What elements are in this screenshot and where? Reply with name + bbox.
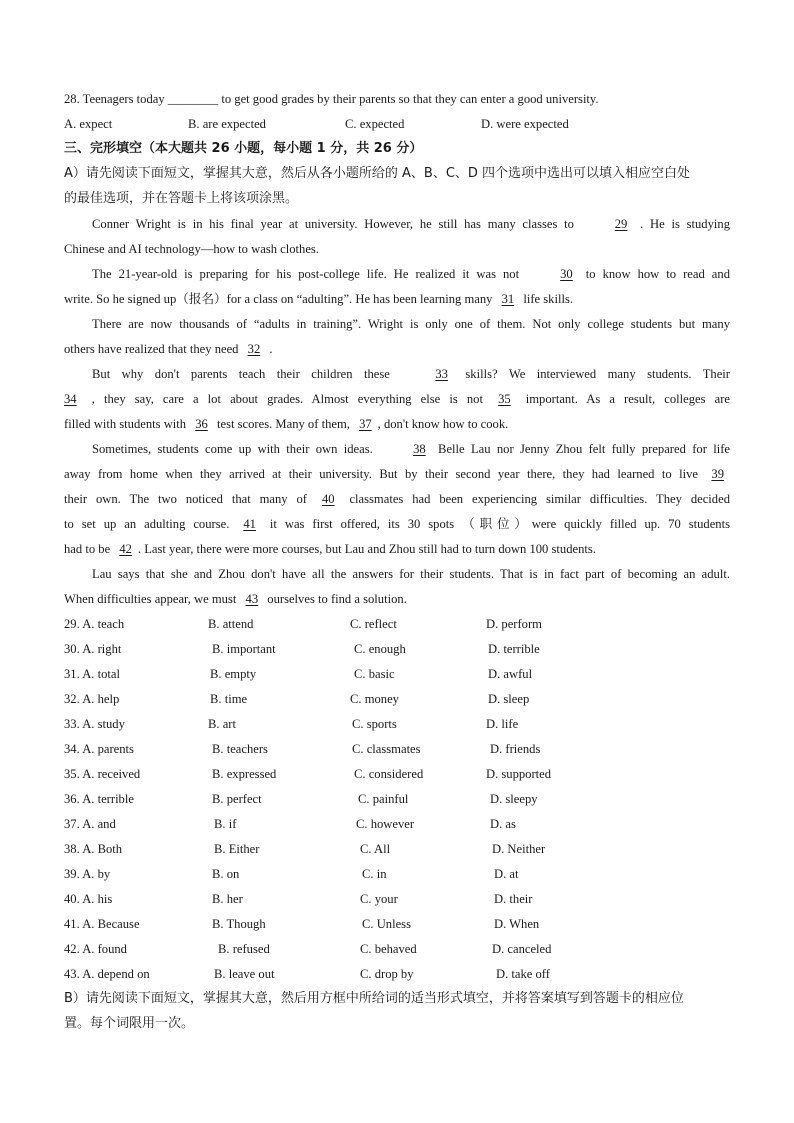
blank-35: 35 xyxy=(498,392,511,406)
question-28-stem: 28. Teenagers today ________ to get good grades by their parents so that they can enter a good university. xyxy=(64,92,599,106)
passage-line: When difficulties appear, we must 43 ourselves to find a solution. xyxy=(64,592,407,606)
blank-37: 37 xyxy=(359,417,372,431)
options-row: 43. A. depend on B. leave out C. drop by D. take off xyxy=(64,967,550,981)
blank-41: 41 xyxy=(243,517,256,531)
passage-line: Lau says that she and Zhou don't have all the answers for their students. That is in fact part of becoming an adult. xyxy=(92,567,730,581)
question-28-options xyxy=(64,115,730,133)
section-b-instruction-2: 置。每个词限用一次。 xyxy=(64,1016,195,1031)
blank-36: 36 xyxy=(195,417,208,431)
blank-29: 29 xyxy=(614,217,628,231)
blank-38: 38 xyxy=(413,442,426,456)
options-row: 42. A. found B. refused C. behaved D. canceled xyxy=(64,942,552,956)
passage-line: Sometimes, students come up with their own ideas. 38 Belle Lau nor Jenny Zhou felt fully prepared for life xyxy=(92,442,731,456)
blank-30: 30 xyxy=(560,267,573,281)
passage-line: filled with students with 36 test scores. Many of them, 37 , don't know how to cook. xyxy=(64,417,509,431)
blank-40: 40 xyxy=(321,492,335,506)
passage-line: to set up an adulting course. 41 it was first offered, its 30 spots （职位）were quickly filled up. 70 students xyxy=(64,517,730,531)
q28-option-b: B. are expected xyxy=(188,117,266,131)
options-row: 29. A. teach B. attend C. reflect D. perform xyxy=(64,617,542,631)
q28-option-c: C. expected xyxy=(345,117,405,131)
options-row: 34. A. parents B. teachers C. classmates D. friends xyxy=(64,742,541,756)
passage-line: Conner Wright is in his final year at university. However, he still has many classes to 29 . He is studying xyxy=(92,217,730,231)
passage-line: away from home when they arrived at their university. But by their second year there, they had learned to live 39 xyxy=(64,465,730,483)
options-row: 37. A. and B. if C. however D. as xyxy=(64,817,516,831)
passage-line: 34 , they say, care a lot about grades. Almost everything else is not 35 important. As a result, colleges are xyxy=(64,392,731,406)
blank-33: 33 xyxy=(435,367,448,381)
q28-option-a: A. expect xyxy=(64,117,113,131)
section-a-instruction-2: 的最佳选项，并在答题卡上将该项涂黑。 xyxy=(64,191,299,206)
passage-line: had to be 42 . Last year, there were more courses, but Lau and Zhou still had to turn down 100 students. xyxy=(64,542,596,556)
blank-39: 39 xyxy=(711,467,725,481)
passage-line: their own. The two noticed that many of 40 classmates had been experiencing similar difficulties. They decided xyxy=(64,492,730,506)
section-b-instruction-1: B）请先阅读下面短文，掌握其大意，然后用方框中所给词的适当形式填空，并将答案填写到答题卡的相应位 xyxy=(64,991,684,1006)
passage-line: But why don't parents teach their children these 33 skills? We interviewed many students. Their xyxy=(92,367,731,381)
passage-line: write. So he signed up（报名）for a class on “adulting”. He has been learning many 31 life skills. xyxy=(64,292,574,306)
passage-line: The 21-year-old is preparing for his post-college life. He realized it was not 30 to know how to read and xyxy=(92,267,730,281)
options-row: 40. A. his B. her C. your D. their xyxy=(64,892,533,906)
passage-line: others have realized that they need 32 . xyxy=(64,342,273,356)
options-row: 39. A. by B. on C. in D. at xyxy=(64,867,519,881)
blank-32: 32 xyxy=(247,342,261,356)
options-row: 31. A. total B. empty C. basic D. awful xyxy=(64,667,533,681)
options-row: 35. A. received B. expressed C. considered D. supported xyxy=(64,767,552,781)
options-row: 30. A. right B. important C. enough D. terrible xyxy=(64,642,540,656)
passage-line: There are now thousands of “adults in training”. Wright is only one of them. Not only college students but many xyxy=(92,317,730,331)
options-row: 32. A. help B. time C. money D. sleep xyxy=(64,692,530,706)
blank-42: 42 xyxy=(119,542,132,556)
options-row: 41. A. Because B. Though C. Unless D. When xyxy=(64,917,540,931)
q28-option-d: D. were expected xyxy=(481,117,569,131)
blank-43: 43 xyxy=(245,592,259,606)
section-3-heading: 三、完形填空（本大题共 26 小题，每小题 1 分，共 26 分） xyxy=(64,141,423,156)
options-row: 36. A. terrible B. perfect C. painful D. sleepy xyxy=(64,792,538,806)
passage-line: Chinese and AI technology—how to wash clothes. xyxy=(64,242,319,256)
blank-31: 31 xyxy=(501,292,515,306)
options-row: 38. A. Both B. Either C. All D. Neither xyxy=(64,842,546,856)
blank-34: 34 xyxy=(64,392,77,406)
section-a-instruction-1: A）请先阅读下面短文，掌握其大意，然后从各小题所给的 A、B、C、D 四个选项中选出可以填入相应空白处 xyxy=(64,166,691,181)
options-row: 33. A. study B. art C. sports D. life xyxy=(64,717,519,731)
